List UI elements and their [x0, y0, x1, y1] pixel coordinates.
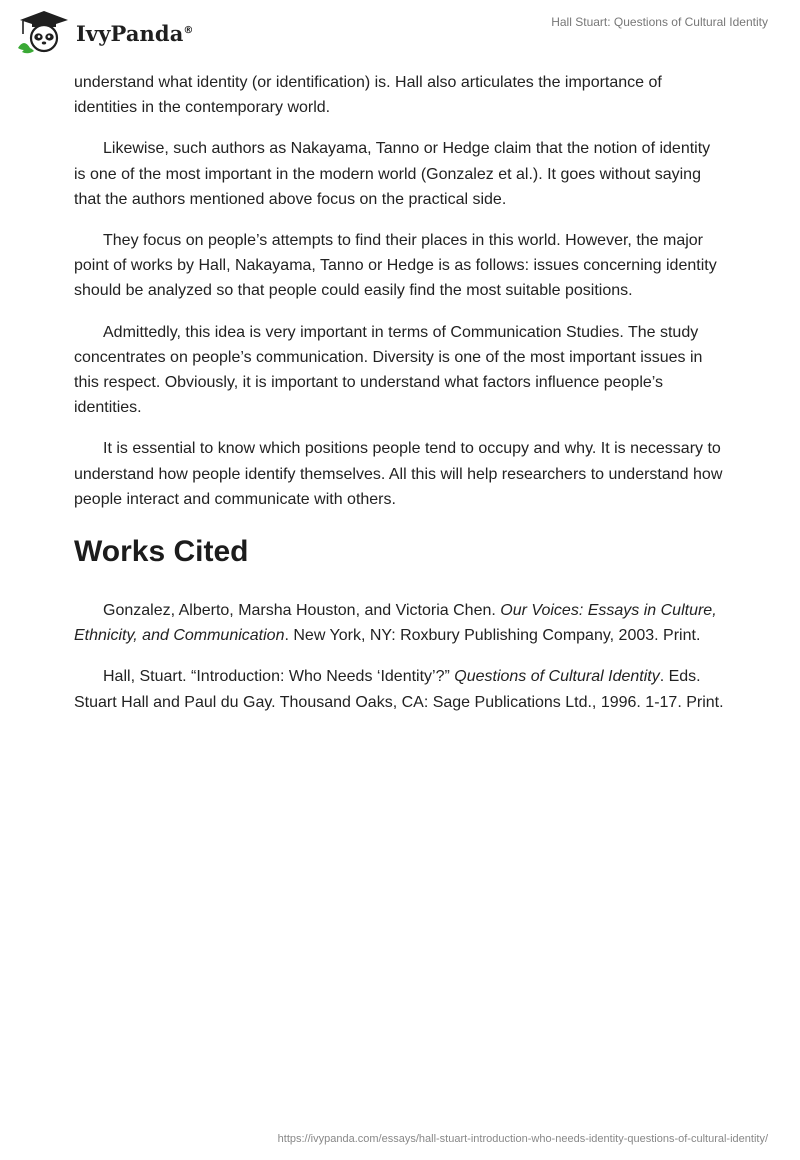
document-title: Hall Stuart: Questions of Cultural Identity	[551, 15, 768, 29]
panda-graduation-cap-icon	[14, 8, 72, 54]
paragraph-2: Likewise, such authors as Nakayama, Tanno or Hedge claim that the notion of identity is one of the most important in the modern world (Gonzalez et al.). It goes without saying that the authors mentioned above focus on the practical side.	[74, 140, 711, 208]
ivypanda-logo[interactable]	[14, 8, 194, 54]
citation-1-publication: . New York, NY: Roxbury Publishing Company, 2003. Print.	[284, 627, 701, 645]
paragraph-1: understand what identity (or identification) is. Hall also articulates the importance of identities in the contemporary world.	[74, 74, 662, 117]
citation-entry-2	[74, 664, 724, 714]
brand-name: IvyPanda	[76, 20, 184, 46]
registered-mark: ®	[183, 24, 194, 36]
essay-content	[74, 70, 724, 731]
paragraph-3: They focus on people’s attempts to find their places in this world. However, the major point of works by Hall, Nakayama, Tanno or Hedge is as follows: issues concerning identity should be analyzed so that people could easily find the most suitable positions.	[74, 232, 717, 300]
paragraph-5: It is essential to know which positions people tend to occupy and why. It is necessary to understand how people identify themselves. All this will help researchers to understand how people interact and communicate with others.	[74, 440, 723, 508]
source-url[interactable]: https://ivypanda.com/essays/hall-stuart-introduction-who-needs-identity-questions-of-cultural-identity/	[277, 1133, 768, 1145]
citation-2-title: Questions of Cultural Identity	[454, 668, 660, 686]
citation-1-title: Our Voices: Essays in Culture, Ethnicity, and Communication	[74, 602, 717, 645]
logo-wordmark	[76, 21, 194, 46]
citation-2-publication: . Eds. Stuart Hall and Paul du Gay. Thousand Oaks, CA: Sage Publications Ltd., 1996. 1-17. Print.	[74, 668, 724, 711]
citation-2-authors: Hall, Stuart. “Introduction: Who Needs ‘Identity’?”	[103, 668, 455, 686]
page-header	[0, 0, 800, 62]
citation-1-authors: Gonzalez, Alberto, Marsha Houston, and Victoria Chen.	[103, 602, 501, 620]
paragraph-4: Admittedly, this idea is very important in terms of Communication Studies. The study concentrates on people’s communication. Diversity is one of the most important issues in this respect. Obviously, it is important to understand what factors influence people’s identities.	[74, 323, 703, 417]
citation-entry-1	[74, 598, 724, 648]
works-cited-heading: Works Cited	[74, 535, 249, 569]
